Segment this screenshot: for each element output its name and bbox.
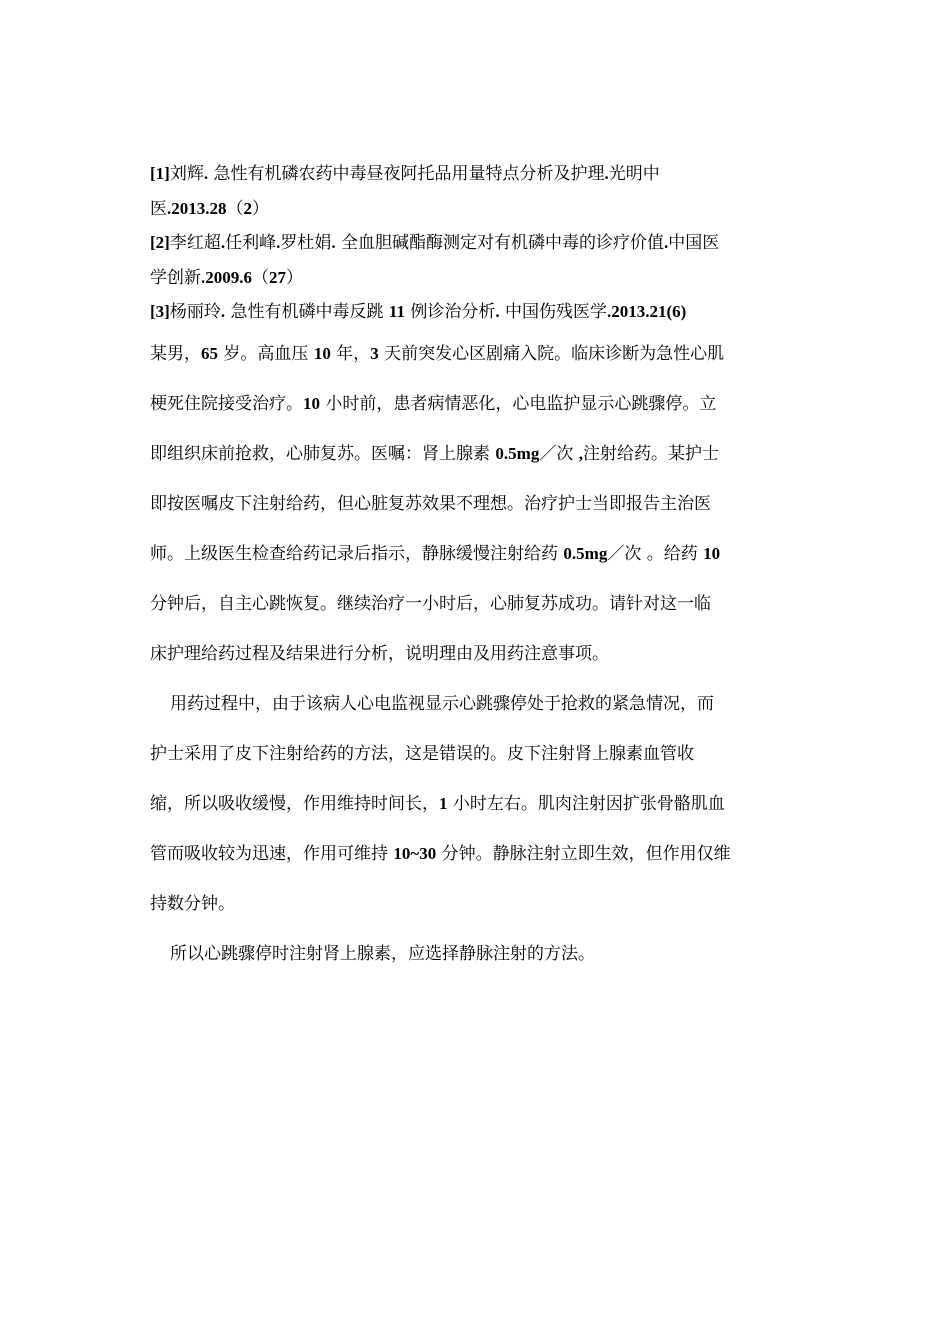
bold-text-run: ,: [578, 444, 583, 463]
bold-text-run: .: [604, 164, 609, 183]
text-run: ）: [252, 198, 269, 219]
text-run: 持数分钟。: [150, 894, 235, 914]
text-run: 光明中: [608, 164, 660, 184]
text-run: 急性有机磷中毒反跳: [225, 302, 389, 322]
text-run: 床护理给药过程及结果进行分析，说明理由及用药注意事项。: [150, 644, 609, 664]
text-run: 岁。高血压: [218, 344, 314, 364]
bold-text-run: .2009.6: [201, 267, 252, 287]
text-line: [150, 485, 820, 535]
bold-text-run: .: [663, 233, 669, 252]
text-run: 急性有机磷农药中毒昼夜阿托品用量特点分析及护理: [208, 164, 605, 184]
bold-text-run: [2]: [150, 233, 170, 252]
text-line: [150, 685, 820, 735]
bold-text-run: .2013.21(6): [607, 302, 687, 321]
text-run: 学创新: [150, 267, 201, 288]
text-run: 全血胆碱酯酶测定对有机磷中毒的诊疗价值: [335, 233, 664, 253]
text-line: [150, 735, 820, 785]
text-run: 护士采用了皮下注射给药的方法，这是错误的。皮下注射肾上腺素血管收: [150, 744, 694, 764]
text-line: [150, 885, 820, 935]
text-run: 中国伤残医学: [499, 302, 608, 322]
bold-text-run: 0.5mg: [495, 444, 540, 463]
text-run: ／次: [539, 444, 579, 464]
bold-text-run: 10: [703, 544, 721, 563]
text-run: 中国医: [668, 233, 720, 253]
text-run: 刘辉: [169, 164, 204, 184]
text-run: 罗杜娟: [280, 233, 332, 253]
bold-text-run: [1]: [150, 164, 170, 183]
bold-text-run: 0.5mg: [563, 544, 608, 563]
bold-text-run: .: [220, 302, 226, 321]
text-run: 用药过程中，由于该病人心电监视显示心跳骤停处于抢救的紧急情况，而: [170, 694, 714, 714]
text-run: 师。上级医生检查给药记录后指示，静脉缓慢注射给药: [150, 544, 564, 564]
text-run: 杨丽玲: [169, 302, 221, 322]
body-text: [150, 335, 820, 985]
bold-text-run: .: [331, 233, 336, 252]
bold-text-run: .: [495, 302, 500, 321]
reference-line: [150, 157, 810, 192]
text-run: ）: [286, 267, 303, 288]
bold-text-run: 27: [269, 267, 286, 287]
text-line: [150, 835, 820, 885]
reference-list: [150, 157, 810, 330]
reference-line: [150, 192, 810, 227]
reference-item: [150, 157, 810, 226]
text-line: [150, 435, 820, 485]
reference-line: [150, 226, 810, 261]
reference-line: [150, 295, 810, 330]
text-run: 分钟后，自主心跳恢复。继续治疗一小时后，心肺复苏成功。请针对这一临: [150, 594, 711, 614]
text-run: 任利峰: [225, 233, 277, 253]
bold-text-run: 2: [243, 198, 252, 218]
bold-text-run: [3]: [150, 302, 170, 321]
bold-text-run: .: [203, 164, 209, 183]
reference-item: [150, 295, 810, 330]
text-line: [150, 935, 820, 985]
text-run: 梗死住院接受治疗。: [150, 394, 303, 414]
text-line: [150, 635, 820, 685]
text-run: 某男，: [150, 344, 201, 364]
text-run: 管而吸收较为迅速，作用可维持: [150, 844, 394, 864]
text-run: 即按医嘱皮下注射给药，但心脏复苏效果不理想。治疗护士当即报告主治医: [150, 494, 711, 514]
text-line: [150, 535, 820, 585]
bold-text-run: 3: [370, 344, 379, 363]
text-run: 分钟。静脉注射立即生效，但作用仅维: [436, 844, 731, 864]
bold-text-run: 65: [201, 344, 218, 363]
text-line: [150, 385, 820, 435]
text-run: 注射给药。某护士: [582, 444, 719, 464]
bold-text-run: .2013.28: [167, 198, 227, 218]
bold-text-run: .: [220, 233, 226, 252]
text-line: [150, 585, 820, 635]
text-line: [150, 785, 820, 835]
text-run: 李红超: [169, 233, 221, 253]
text-run: 缩，所以吸收缓慢，作用维持时间长，: [150, 794, 439, 814]
bold-text-run: 11: [388, 302, 405, 321]
text-run: 年，: [330, 344, 371, 364]
reference-line: [150, 261, 810, 296]
bold-text-run: .: [276, 233, 281, 252]
conclusion-paragraph: [150, 935, 820, 985]
reference-item: [150, 226, 810, 295]
analysis-paragraph: [150, 685, 820, 935]
text-run: 所以心跳骤停时注射肾上腺素，应选择静脉注射的方法。: [170, 944, 595, 964]
bold-text-run: 1: [439, 794, 448, 813]
text-run: 小时前，患者病情恶化，心电监护显示心跳骤停。立: [320, 394, 717, 414]
text-run: （: [252, 267, 269, 288]
case-paragraph: [150, 335, 820, 685]
bold-text-run: 10~30: [393, 844, 437, 863]
text-line: [150, 335, 820, 385]
text-run: ／次 。给药: [607, 544, 704, 564]
text-run: 例诊治分析: [404, 302, 496, 322]
bold-text-run: 10: [313, 344, 331, 363]
bold-text-run: 10: [303, 394, 320, 413]
text-run: 医: [150, 198, 167, 219]
text-run: 天前突发心区剧痛入院。临床诊断为急性心肌: [378, 344, 725, 364]
text-run: （: [226, 198, 244, 219]
text-run: 小时左右。肌肉注射因扩张骨骼肌血: [447, 794, 725, 814]
text-run: 即组织床前抢救，心肺复苏。医嘱：肾上腺素: [150, 444, 496, 464]
